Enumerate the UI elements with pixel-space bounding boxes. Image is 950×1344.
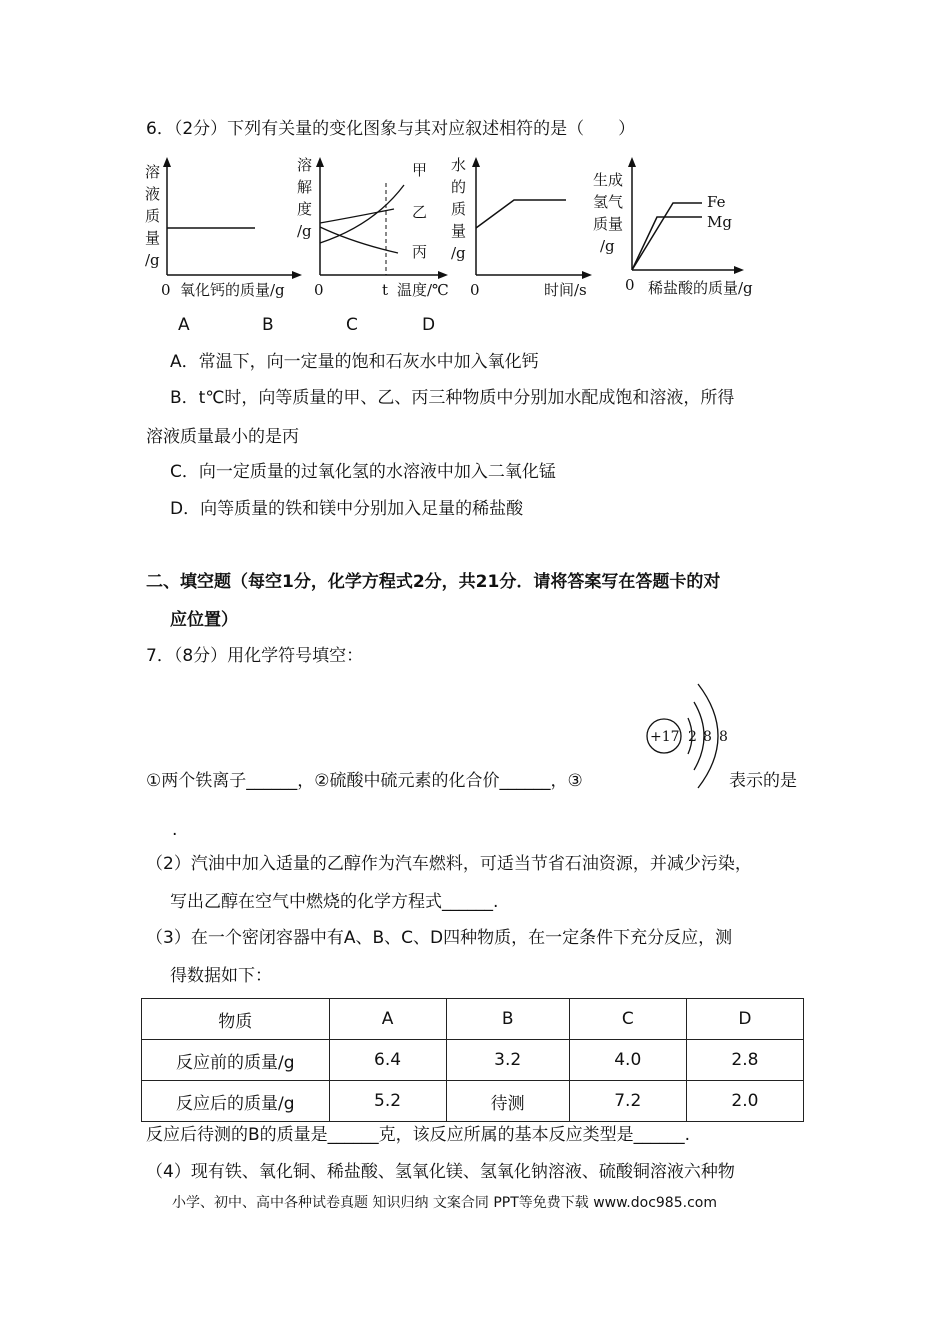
graph-d-ylabel-3: /g	[600, 237, 615, 255]
graph-d-ylabel-0: 生成	[593, 171, 624, 189]
graph-a-ylabel-4: /g	[145, 251, 160, 269]
table-cell: 5.2	[329, 1081, 446, 1122]
graph-a	[140, 155, 313, 305]
graph-d-curve-label-fe: Fe	[707, 193, 726, 211]
graph-c-xlabel: 时间/s	[544, 281, 587, 299]
graph-b-x-arrow	[438, 271, 448, 279]
graph-d-ylabel-2: 质量	[593, 215, 624, 233]
graph-b-ylabel-1: 解	[297, 178, 313, 196]
graph-a-y-arrow	[163, 157, 171, 167]
graph-b-ylabel-0: 溶	[297, 156, 313, 174]
table-header-cell: C	[569, 999, 686, 1040]
table-cell: 反应前的质量/g	[142, 1040, 330, 1081]
q6-option-b: B．t℃时，向等质量的甲、乙、丙三种物质中分别加水配成饱和溶液，所得	[170, 388, 735, 408]
graph-a-ylabel-0: 溶	[145, 163, 161, 181]
graph-letter-c: C	[346, 315, 358, 335]
graph-a-ylabel-1: 液	[145, 185, 161, 203]
graph-b	[294, 155, 467, 305]
graph-b-curve-label-yi: 乙	[412, 203, 428, 221]
graph-c	[448, 155, 608, 305]
graph-b-curve-label-bing: 丙	[412, 243, 428, 261]
graph-c-ylabel-4: /g	[451, 244, 466, 262]
q7-part2-line1: （2）汽油中加入适量的乙醇作为汽车燃料，可适当节省石油资源，并减少污染，	[146, 854, 752, 874]
atom-shell-electrons-2: 8	[703, 729, 712, 745]
table-header-cell: 物质	[142, 999, 330, 1040]
q6-stem: 6．（2分）下列有关量的变化图象与其对应叙述相符的是（ ）	[146, 119, 636, 139]
table-header-cell: A	[329, 999, 446, 1040]
table-cell: 反应后的质量/g	[142, 1081, 330, 1122]
graph-d-curve-label-mg: Mg	[707, 213, 732, 231]
q7-stem: 7．（8分）用化学符号填空：	[146, 646, 364, 666]
graph-d	[590, 155, 770, 305]
q6-option-d: D．向等质量的铁和镁中分别加入足量的稀盐酸	[170, 499, 524, 519]
table-cell: 7.2	[569, 1081, 686, 1122]
atom-nucleus-charge: +17	[650, 729, 680, 745]
graph-d-xlabel: 稀盐酸的质量/g	[648, 279, 753, 297]
q7-after-table: 反应后待测的B的质量是______克，该反应所属的基本反应类型是______.	[146, 1125, 691, 1145]
graph-b-ylabel-2: 度	[297, 200, 313, 218]
graph-d-curve-mg	[632, 217, 702, 270]
graph-a-xlabel: 氧化钙的质量/g	[180, 281, 285, 299]
q7-part1-text: ①两个铁离子______，②硫酸中硫元素的化合价______，③	[146, 771, 583, 791]
atom-structure-diagram	[640, 680, 740, 790]
table-header-cell: D	[686, 999, 803, 1040]
graph-d-x-arrow	[734, 266, 744, 274]
mass-data-table	[141, 998, 804, 1122]
graph-b-xlabel: 温度/℃	[397, 281, 449, 299]
table-header-row	[142, 999, 804, 1040]
graph-a-ylabel-2: 质	[145, 207, 161, 225]
q7-part4-line1: （4）现有铁、氧化铜、稀盐酸、氢氧化镁、氢氧化钠溶液、硫酸铜溶液六种物	[146, 1162, 735, 1182]
graph-c-ylabel-0: 水	[451, 156, 467, 174]
section2-title-line2: 应位置）	[170, 610, 238, 630]
table-row	[142, 1040, 804, 1081]
graph-b-origin: 0	[314, 281, 324, 299]
graph-b-curve-jia	[320, 185, 404, 243]
table-cell: 2.8	[686, 1040, 803, 1081]
atom-shell-electrons-1: 2	[688, 729, 697, 745]
graph-b-y-arrow	[316, 157, 324, 167]
page-footer: 小学、初中、高中各种试卷真题 知识归纳 文案合同 PPT等免费下载 www.doc985.com	[172, 1195, 717, 1211]
graph-d-origin: 0	[625, 276, 635, 294]
q6-option-b-cont: 溶液质量最小的是丙	[146, 427, 299, 447]
graph-d-y-arrow	[628, 157, 636, 167]
graph-letter-d: D	[422, 315, 436, 335]
atom-shell-electrons-3: 8	[719, 729, 728, 745]
graph-a-origin: 0	[161, 281, 171, 299]
graph-c-ylabel-1: 的	[451, 178, 467, 196]
q7-part2-line2: 写出乙醇在空气中燃烧的化学方程式______.	[170, 892, 499, 912]
q7-part1-tail: 表示的是	[729, 771, 797, 791]
graph-c-ylabel-2: 质	[451, 200, 467, 218]
graph-b-t-mark: t	[382, 281, 389, 299]
graph-c-curve	[476, 200, 566, 228]
graph-c-origin: 0	[470, 281, 480, 299]
table-cell: 4.0	[569, 1040, 686, 1081]
graph-b-curve-label-jia: 甲	[412, 161, 428, 179]
table-cell: 2.0	[686, 1081, 803, 1122]
q7-part1-dot: .	[172, 820, 178, 840]
q7-part3-line2: 得数据如下：	[170, 966, 272, 986]
graph-d-curve-fe	[632, 203, 702, 270]
graph-a-ylabel-3: 量	[145, 229, 161, 247]
table-row	[142, 1081, 804, 1122]
q6-option-a: A．常温下，向一定量的饱和石灰水中加入氧化钙	[170, 352, 539, 372]
table-cell: 待测	[446, 1081, 569, 1122]
graph-c-y-arrow	[472, 157, 480, 167]
section2-title-line1: 二、填空题（每空1分，化学方程式2分，共21分．请将答案写在答题卡的对	[146, 572, 721, 592]
table-cell: 3.2	[446, 1040, 569, 1081]
graph-letter-b: B	[262, 315, 274, 335]
graph-letter-a: A	[178, 315, 190, 335]
q6-option-c: C．向一定质量的过氧化氢的水溶液中加入二氧化锰	[170, 462, 556, 482]
graph-b-ylabel-3: /g	[297, 222, 312, 240]
graph-c-ylabel-3: 量	[451, 222, 467, 240]
graph-b-curve-yi	[320, 209, 394, 223]
graph-d-ylabel-1: 氢气	[593, 193, 624, 211]
table-cell: 6.4	[329, 1040, 446, 1081]
q7-part3-line1: （3）在一个密闭容器中有A、B、C、D四种物质，在一定条件下充分反应，测	[146, 928, 733, 948]
table-header-cell: B	[446, 999, 569, 1040]
